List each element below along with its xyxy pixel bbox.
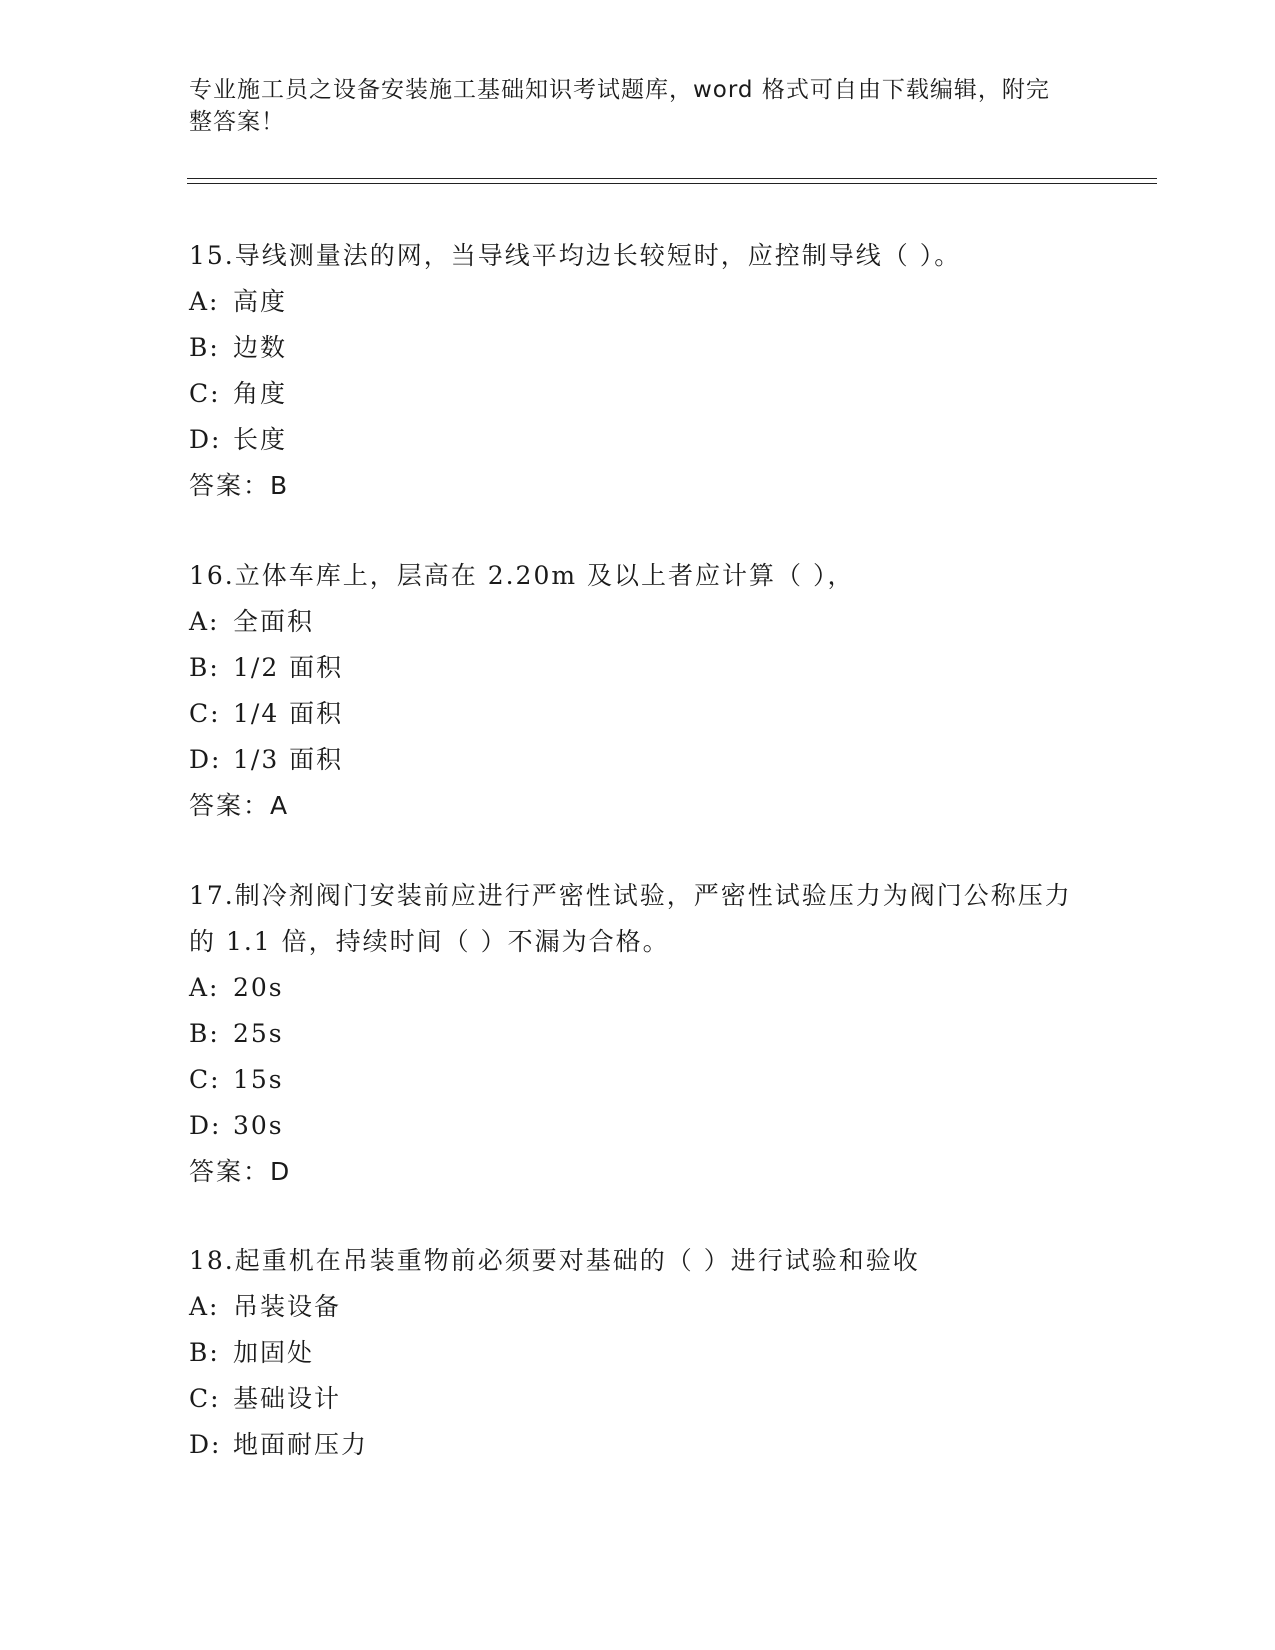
option-d (189, 737, 1089, 783)
option-c (189, 371, 1089, 417)
option-text: 角度 (233, 379, 288, 408)
option-a (189, 1284, 1089, 1330)
header-divider-bottom (187, 183, 1157, 184)
option-letter: B: (189, 1338, 220, 1367)
option-b (189, 325, 1089, 371)
option-d (189, 417, 1089, 463)
option-a (189, 965, 1089, 1011)
option-b (189, 1011, 1089, 1057)
option-c (189, 1057, 1089, 1103)
option-text: 1/4 面积 (233, 699, 344, 728)
option-letter: A: (189, 1292, 220, 1321)
header-divider-top (187, 178, 1157, 179)
question-17 (189, 873, 1089, 1195)
option-letter: D: (189, 1430, 222, 1459)
option-d (189, 1103, 1089, 1149)
answer-line: 答案：B (189, 471, 290, 500)
option-a (189, 279, 1089, 325)
option-letter: C: (189, 1384, 221, 1413)
option-text: 地面耐压力 (233, 1430, 369, 1459)
question-stem: 18.起重机在吊装重物前必须要对基础的（ ）进行试验和验收 (189, 1246, 920, 1275)
document-header: 专业施工员之设备安装施工基础知识考试题库，word 格式可自由下载编辑，附完整答案！ (189, 77, 1050, 135)
option-letter: A: (189, 607, 220, 636)
option-letter: A: (189, 973, 220, 1002)
option-d (189, 1422, 1089, 1468)
option-letter: D: (189, 745, 222, 774)
option-text: 吊装设备 (233, 1292, 342, 1321)
option-text: 边数 (233, 333, 288, 362)
option-b (189, 645, 1089, 691)
option-a (189, 599, 1089, 645)
question-stem: 15.导线测量法的网，当导线平均边长较短时，应控制导线（ ）。 (189, 241, 962, 270)
question-15 (189, 233, 1089, 509)
option-c (189, 691, 1089, 737)
option-text: 全面积 (233, 607, 315, 636)
option-letter: B: (189, 333, 220, 362)
answer-line: 答案：D (189, 1157, 292, 1186)
option-letter: B: (189, 653, 220, 682)
option-letter: C: (189, 699, 221, 728)
option-text: 15s (233, 1065, 284, 1094)
option-c (189, 1376, 1089, 1422)
question-stem: 17.制冷剂阀门安装前应进行严密性试验，严密性试验压力为阀门公称压力的 1.1 倍，持续时间（ ）不漏为合格。 (189, 881, 1072, 956)
option-text: 1/2 面积 (233, 653, 344, 682)
question-stem: 16.立体车库上，层高在 2.20m 及以上者应计算（ ）， (189, 561, 855, 590)
question-16 (189, 553, 1089, 829)
question-18 (189, 1238, 1089, 1468)
option-letter: C: (189, 379, 221, 408)
option-letter: C: (189, 1065, 221, 1094)
option-letter: B: (189, 1019, 220, 1048)
option-letter: A: (189, 287, 220, 316)
option-letter: D: (189, 1111, 222, 1140)
option-letter: D: (189, 425, 222, 454)
option-text: 20s (233, 973, 284, 1002)
option-text: 1/3 面积 (233, 745, 344, 774)
option-text: 高度 (233, 287, 288, 316)
option-b (189, 1330, 1089, 1376)
option-text: 加固处 (233, 1338, 315, 1367)
option-text: 基础设计 (233, 1384, 342, 1413)
option-text: 25s (233, 1019, 284, 1048)
option-text: 30s (233, 1111, 284, 1140)
answer-line: 答案：A (189, 791, 290, 820)
option-text: 长度 (233, 425, 288, 454)
